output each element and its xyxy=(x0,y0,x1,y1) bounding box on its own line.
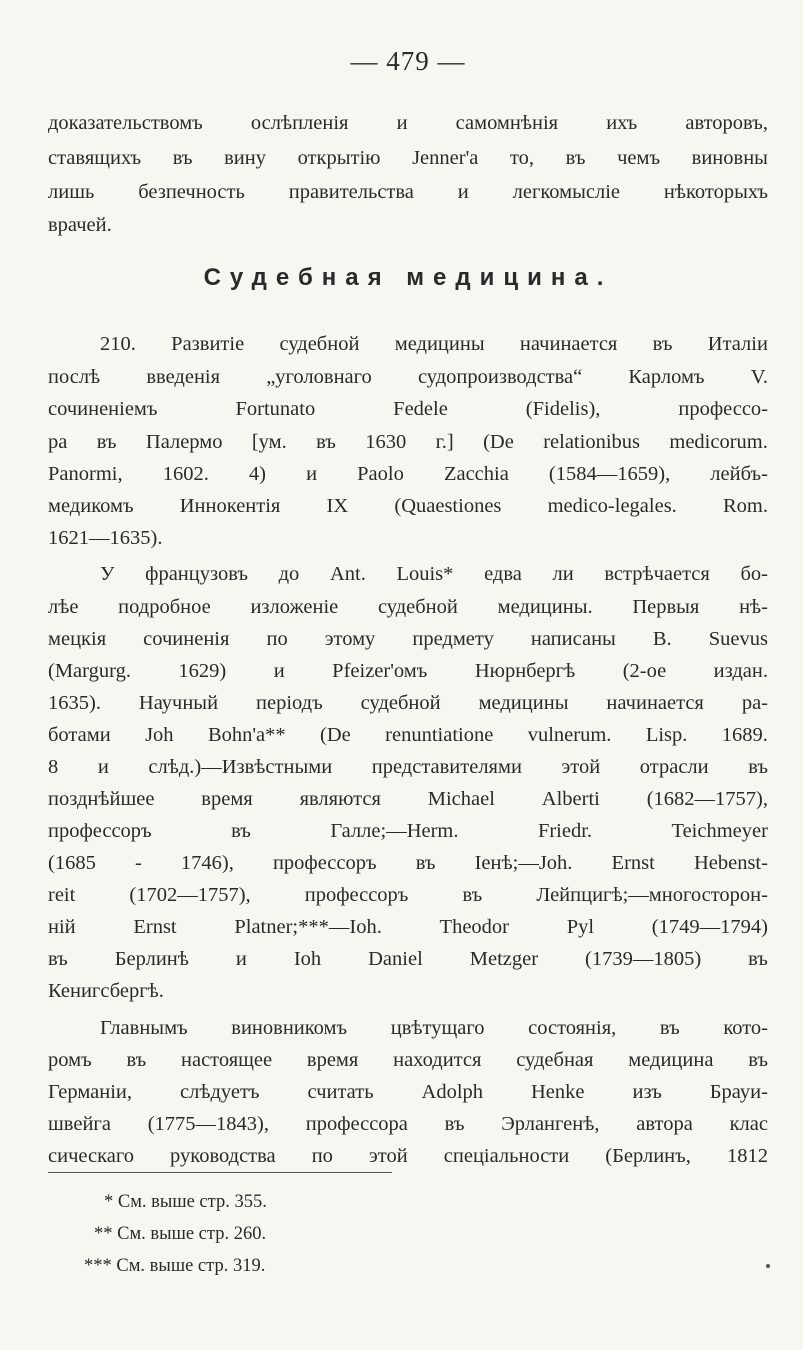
text-line: reit (1702—1757), профессоръ въ Лейпцигѣ;—многосторон- xyxy=(48,884,768,906)
text-line: въ Берлинѣ и Ioh Daniel Metzger (1739—1805) въ xyxy=(48,948,768,970)
text-line: (1685 - 1746), профессоръ въ Іенѣ;—Joh. Ernst Hebenst- xyxy=(48,852,768,874)
text-line: 210. Развитіе судебной медицины начинается въ Италіи xyxy=(100,333,768,355)
text-line: Panormi, 1602. 4) и Paolo Zacchia (1584—1659), лейбъ- xyxy=(48,463,768,485)
text-line: позднѣйшее время являются Michael Alberti (1682—1757), xyxy=(48,788,768,810)
text-line: ставящихъ въ вину открытію Jenner'a то, въ чемъ виновны xyxy=(48,147,768,169)
text-line: ра въ Палермо [ум. въ 1630 г.] (De relationibus medicorum. xyxy=(48,431,768,453)
text-line: Главнымъ виновникомъ цвѣтущаго состоянія, въ кото- xyxy=(100,1017,768,1039)
text-line: лѣе подробное изложеніе судебной медицины. Первыя нѣ- xyxy=(48,596,768,618)
text-line: профессоръ въ Галле;—Herm. Friedr. Teichmeyer xyxy=(48,820,768,842)
section-heading: Судебная медицина. xyxy=(203,264,613,291)
text-line: послѣ введенія „уголовнаго судопроизводства“ Карломъ V. xyxy=(48,366,768,388)
text-line: швейга (1775—1843), профессора въ Эрлангенѣ, автора клас xyxy=(48,1113,768,1135)
text-line: ромъ въ настоящее время находится судебная медицина въ xyxy=(48,1049,768,1071)
text-line: медикомъ Иннокентія IX (Quaestiones medico-legales. Rom. xyxy=(48,495,768,517)
text-line: лишь безпечность правительства и легкомысліе нѣкоторыхъ xyxy=(48,181,768,203)
footnote: ** См. выше стр. 260. xyxy=(94,1224,267,1244)
text-line: Кенигсбергѣ. xyxy=(48,980,164,1002)
text-line: (Margurg. 1629) и Pfeizer'омъ Нюрнбергѣ (2-ое издан. xyxy=(48,660,768,682)
footnote: *** См. выше стр. 319. xyxy=(84,1256,266,1276)
ink-speck xyxy=(766,1264,770,1268)
text-line: врачей. xyxy=(48,214,112,236)
text-line: Германіи, слѣдуетъ считать Adolph Henke изъ Брауи- xyxy=(48,1081,768,1103)
text-line: сочиненіемъ Fortunato Fedele (Fidelis), профессо- xyxy=(48,398,768,420)
text-line: доказательствомъ ослѣпленія и самомнѣнія ихъ авторовъ, xyxy=(48,112,768,134)
text-line: ній Ernst Platner;***—Ioh. Theodor Pyl (1749—1794) xyxy=(48,916,768,938)
text-line: 1621—1635). xyxy=(48,527,163,549)
footnote: * См. выше стр. 355. xyxy=(104,1192,267,1212)
text-line: мецкія сочиненія по этому предмету написаны B. Suevus xyxy=(48,628,768,650)
text-line: У французовъ до Ant. Louis* едва ли встрѣчается бо- xyxy=(100,563,768,585)
text-line: ботами Joh Bohn'a** (De renuntiatione vulnerum. Lisp. 1689. xyxy=(48,724,768,746)
text-line: 1635). Научный періодъ судебной медицины начинается ра- xyxy=(48,692,768,714)
page-number: — 479 — xyxy=(350,46,466,76)
text-line: сическаго руководства по этой спеціальности (Берлинъ, 1812 xyxy=(48,1145,768,1167)
text-line: 8 и слѣд.)—Извѣстными представителями этой отрасли въ xyxy=(48,756,768,778)
book-page xyxy=(48,0,768,1350)
footnote-divider xyxy=(48,1172,392,1173)
